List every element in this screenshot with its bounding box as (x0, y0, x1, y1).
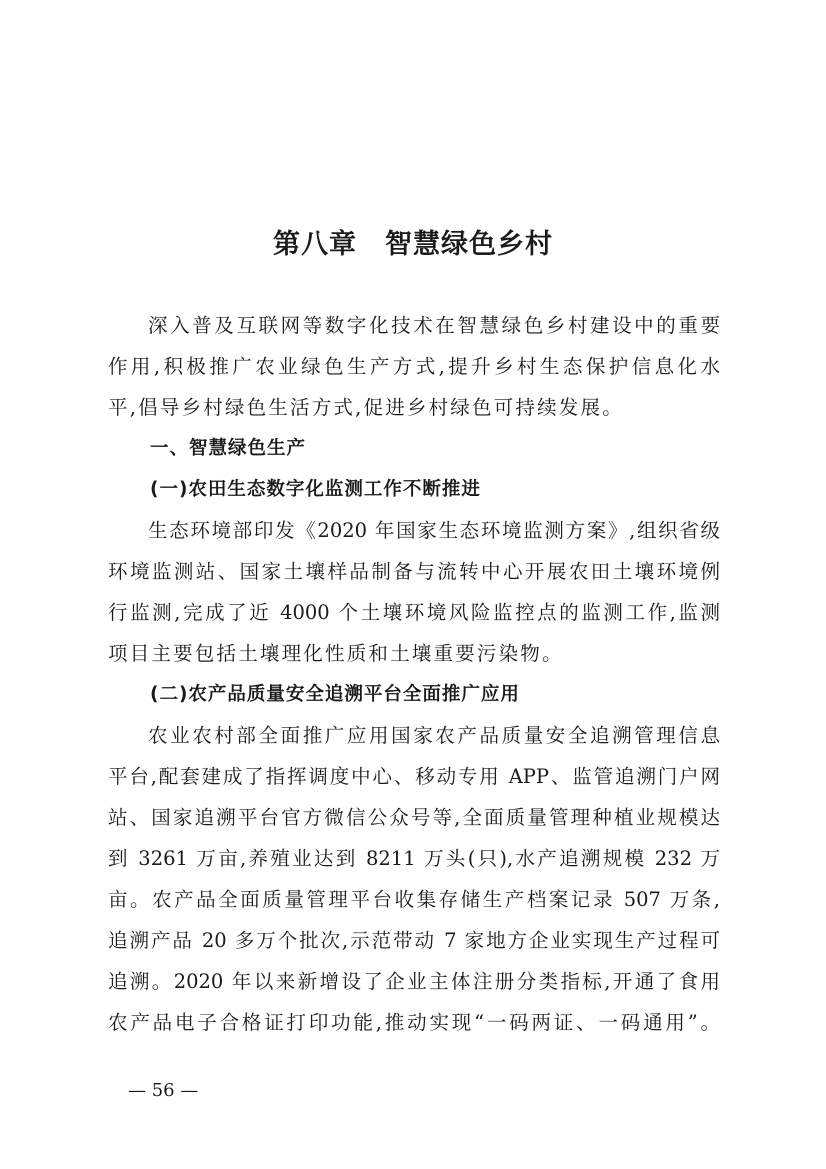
subsection-heading: (二)农产品质量安全追溯平台全面推广应用 (150, 684, 520, 705)
paragraph-line: 到 3261 万亩,养殖业达到 8211 万头(只),水产追溯规模 232 万 (108, 847, 720, 870)
paragraph-line: 生态环境部印发《2020 年国家生态环境监测方案》,组织省级 (148, 519, 720, 542)
paragraph-line: 平台,配套建成了指挥调度中心、移动专用 APP、监管追溯门户网 (108, 765, 720, 788)
paragraph-line: 项目主要包括土壤理化性质和土壤重要污染物。 (108, 642, 564, 665)
paragraph-line: 追溯产品 20 多万个批次,示范带动 7 家地方企业实现生产过程可 (108, 929, 720, 952)
paragraph-line: 农业农村部全面推广应用国家农产品质量安全追溯管理信息 (148, 724, 720, 747)
paragraph-line: 行监测,完成了近 4000 个土壤环境风险监控点的监测工作,监测 (108, 601, 720, 624)
paragraph-line: 环境监测站、国家土壤样品制备与流转中心开展农田土壤环境例 (108, 560, 720, 583)
paragraph-line: 深入普及互联网等数字化技术在智慧绿色乡村建设中的重要 (148, 314, 720, 337)
paragraph-line: 平,倡导乡村绿色生活方式,促进乡村绿色可持续发展。 (108, 396, 624, 419)
chapter-title: 第八章 智慧绿色乡村 (273, 229, 553, 260)
section-heading: 一、智慧绿色生产 (150, 438, 307, 459)
paragraph-line: 作用,积极推广农业绿色生产方式,提升乡村生态保护信息化水 (108, 355, 720, 378)
document-body (108, 305, 720, 1043)
page-number: — 56 — (128, 1080, 199, 1101)
paragraph-line: 亩。农产品全面质量管理平台收集存储生产档案记录 507 万条, (108, 888, 720, 911)
paragraph-line: 追溯。2020 年以来新增设了企业主体注册分类指标,开通了食用 (108, 970, 720, 993)
paragraph-line: 站、国家追溯平台官方微信公众号等,全面质量管理种植业规模达 (108, 806, 720, 829)
subsection-heading: (一)农田生态数字化监测工作不断推进 (150, 479, 481, 500)
paragraph-line: 农产品电子合格证打印功能,推动实现“一码两证、一码通用”。 (108, 1011, 720, 1034)
